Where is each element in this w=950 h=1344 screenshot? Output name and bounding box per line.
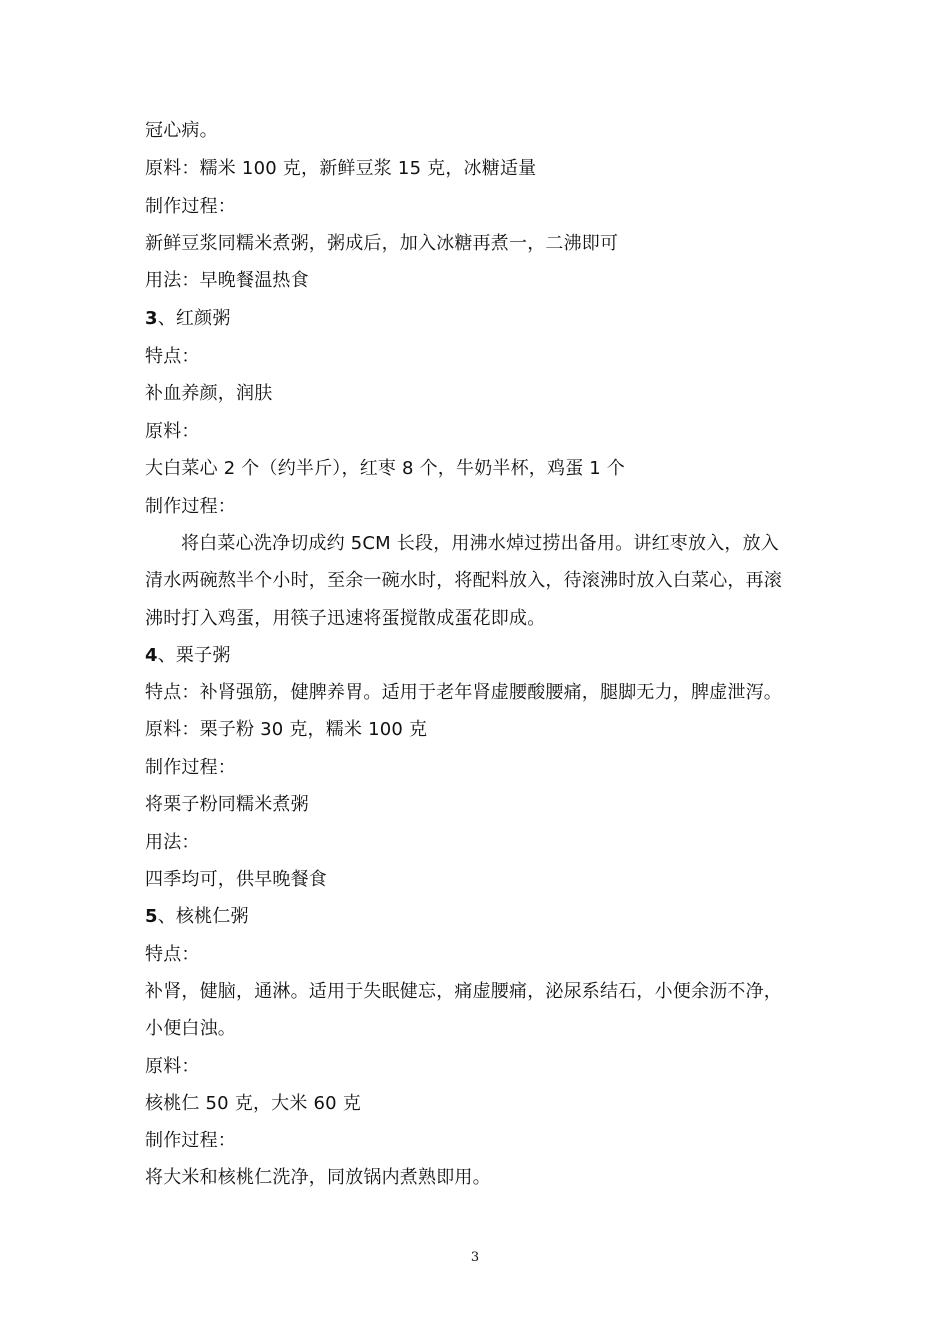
text-line: 清水两碗熬半个小时，至余一碗水时，将配料放入，待滚沸时放入白菜心，再滚 bbox=[145, 570, 782, 591]
text-line: 四季均可，供早晚餐食 bbox=[145, 869, 327, 890]
text-line: 原料： bbox=[145, 1056, 200, 1077]
text-line: 新鲜豆浆同糯米煮粥，粥成后，加入冰糖再煮一，二沸即可 bbox=[145, 233, 619, 254]
text-line: 小便白浊。 bbox=[145, 1018, 236, 1039]
text-line: 特点： bbox=[145, 346, 200, 367]
section-heading: 5、核桃仁粥 bbox=[145, 906, 249, 927]
section-heading: 3、红颜粥 bbox=[145, 308, 231, 329]
text-line: 大白菜心 2 个（约半斤），红枣 8 个，牛奶半杯，鸡蛋 1 个 bbox=[145, 458, 626, 479]
text-line: 沸时打入鸡蛋，用筷子迅速将蛋搅散成蛋花即成。 bbox=[145, 608, 546, 629]
text-line: 原料：糯米 100 克，新鲜豆浆 15 克，冰糖适量 bbox=[145, 158, 537, 179]
text-line: 冠心病。 bbox=[145, 120, 218, 141]
text-line: 用法： bbox=[145, 832, 200, 853]
section-heading: 4、栗子粥 bbox=[145, 645, 231, 666]
text-line: 制作过程： bbox=[145, 1130, 236, 1151]
text-line: 补肾，健脑，通淋。适用于失眠健忘，痛虚腰痛，泌尿系结石，小便余沥不净， bbox=[145, 981, 782, 1002]
text-line: 原料： bbox=[145, 421, 200, 442]
page-number: 3 bbox=[470, 1250, 480, 1265]
text-line: 用法：早晚餐温热食 bbox=[145, 270, 309, 291]
text-line: 核桃仁 50 克，大米 60 克 bbox=[145, 1093, 361, 1114]
text-line: 制作过程： bbox=[145, 757, 236, 778]
text-line: 制作过程： bbox=[145, 496, 236, 517]
text-line: 特点： bbox=[145, 944, 200, 965]
text-line: 制作过程： bbox=[145, 196, 236, 217]
text-line: 特点：补肾强筋，健脾养胃。适用于老年肾虚腰酸腰痛，腿脚无力，脾虚泄泻。 bbox=[145, 682, 782, 703]
text-line: 将栗子粉同糯米煮粥 bbox=[145, 794, 309, 815]
text-line: 补血养颜，润肤 bbox=[145, 383, 273, 404]
text-line: 原料：栗子粉 30 克，糯米 100 克 bbox=[145, 719, 428, 740]
text-line: 将白菜心洗净切成约 5CM 长段，用沸水焯过捞出备用。讲红枣放入，放入 bbox=[181, 533, 779, 554]
text-line: 将大米和核桃仁洗净，同放锅内煮熟即用。 bbox=[145, 1167, 491, 1188]
